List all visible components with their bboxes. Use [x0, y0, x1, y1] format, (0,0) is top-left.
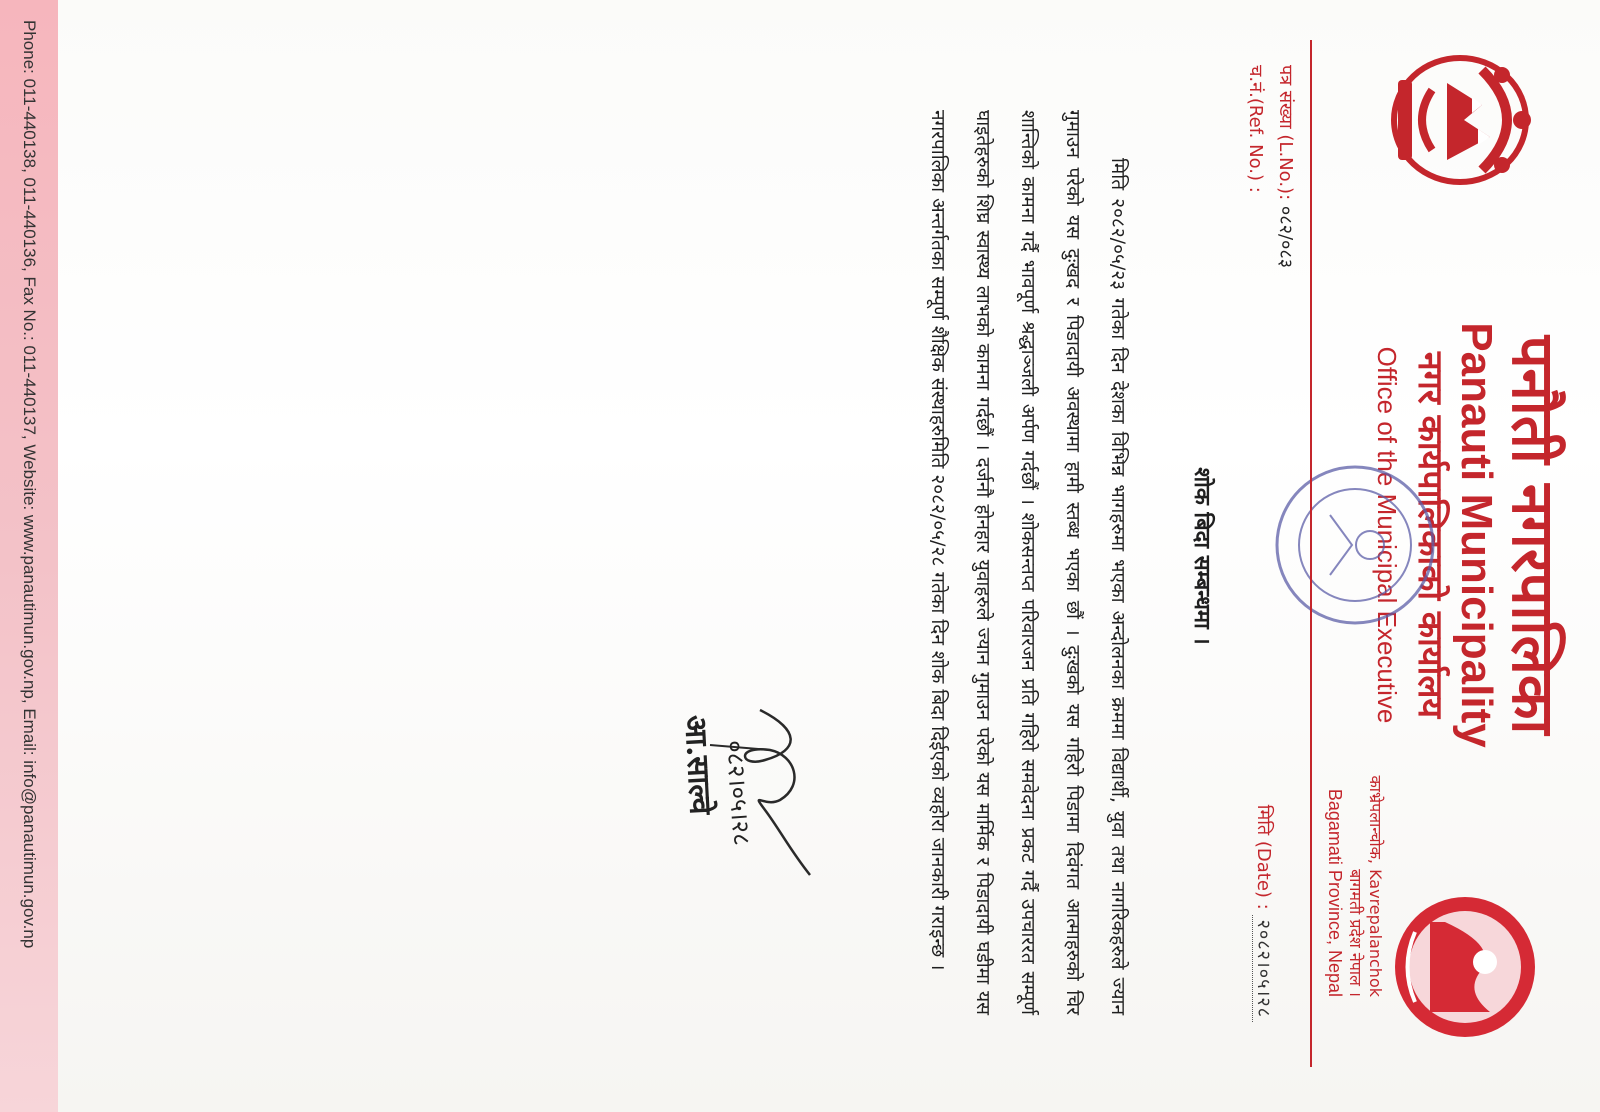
municipality-title-english: Panauti Municipality [1452, 322, 1501, 748]
footer-contact-band [0, 0, 58, 1112]
letter-subject: शोक बिदा सम्बन्धमा । [1189, 467, 1214, 645]
municipality-title-nepali: पनौती नगरपालिका [1499, 335, 1567, 735]
signature-date: ०८२।०५।२८ [720, 739, 756, 847]
footer-contact-text: Phone: 011-440138, 011-440136, Fax No.: 011-440137, Website: www.panautimun.gov.np, Email: info@panautimun.gov.np [20, 20, 39, 949]
date-label: मिति (Date) : [1253, 804, 1274, 910]
office-title-english: Office of the Municipal Executive [1372, 346, 1402, 724]
address-district: काभ्रेपलान्चोक, Kavrepalanchok [1366, 775, 1385, 997]
letter-number-value: ०८२/०८३ [1275, 205, 1296, 269]
letter-number-label: पत्र संख्या (L.No.): [1275, 65, 1296, 201]
municipality-logo-icon [1390, 892, 1540, 1042]
date-value: २०८२।०५।२८ [1252, 915, 1274, 1022]
office-title-nepali: नगर कार्यपालिकाको कार्यालय [1410, 351, 1450, 719]
signature-name: आ.साल्वे [677, 714, 718, 816]
letter-body [915, 110, 1140, 1015]
address-province-nepali: बागमती प्रदेश नेपाल । [1346, 869, 1365, 997]
address-province-english: Bagamati Province, Nepal [1325, 788, 1345, 997]
ref-number-label: च.नं.(Ref. No.) : [1245, 65, 1266, 193]
date-block [1251, 805, 1275, 1022]
nepal-emblem-icon [1377, 45, 1542, 195]
reference-block [1240, 65, 1300, 268]
header-divider [1310, 40, 1312, 1067]
office-seal-icon [1270, 460, 1440, 630]
office-address [1325, 775, 1385, 997]
body-paragraph: मिति २०८२/०५/२३ गतेका दिन देशका विभिन्न भागहरुमा भएका अन्दोलनका क्रममा विद्यार्थी, युवा तथा नागरिकहरुले ज्यान गुमाउन परेको यस दुःखद र पिडादायी अवस्थामा हामी स्तब्ध भएका छौं । दुःखको यस गहिरो पिडामा दिवंगत आत्माहरुको चिर शान्तिको कामना गर्दै भावपूर्ण श्रद्धाञ्जली अर्पण गर्दछौं । शोकसन्तप्त परिवारजन प्रति गहिरो समवेदना प्रकट गर्दै उपचाररत सम्पूर्ण घाइतेहरुको शिघ्र स्वास्थ्य लाभको कामना गर्दछौं । दर्जनौ होनहार युवाहरुले ज्यान गुमाउन परेको यस मार्मिक र पिडादायी घडीमा यस नगरपालिका अन्तर्गतका सम्पूर्ण शैक्षिक संस्थाहरुमिति २०८२/०५/२८ गतेका दिन शोक बिदा दिईएको व्यहोरा जानकारी गराइन्छ । [927, 110, 1129, 1015]
